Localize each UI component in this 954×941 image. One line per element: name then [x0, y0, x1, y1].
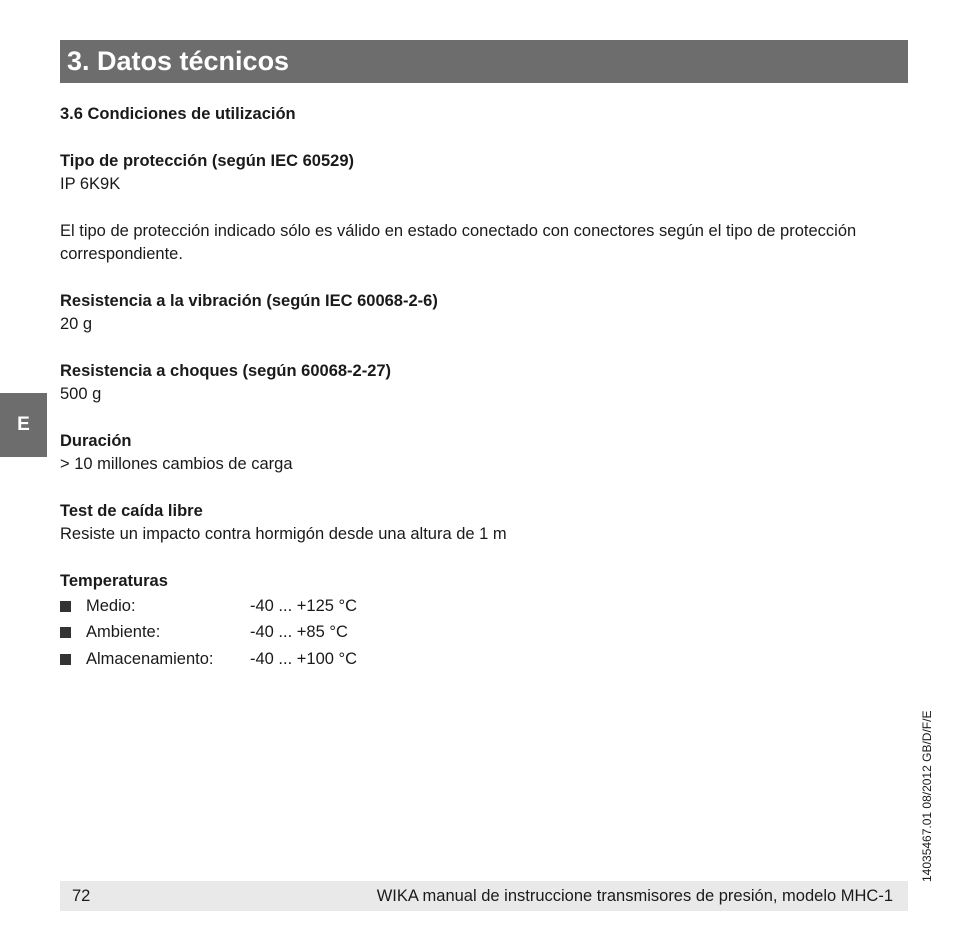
square-bullet-icon: [60, 627, 71, 638]
duration-heading: Duración: [60, 432, 132, 450]
square-bullet-icon: [60, 601, 71, 612]
vibration-value: 20 g: [60, 315, 93, 333]
page-content: [60, 103, 908, 697]
protection-note-block: [60, 220, 908, 266]
list-item: [60, 646, 908, 673]
temperatures-heading: Temperaturas: [60, 572, 168, 590]
temperature-label: Ambiente:: [86, 623, 161, 642]
protection-block: [60, 150, 908, 196]
temperature-label: Medio:: [86, 596, 136, 615]
section-title: 3.6 Condiciones de utilización: [60, 105, 296, 123]
footer-text: WIKA manual de instruccione transmisores de presión, modelo MHC-1: [376, 886, 893, 905]
protection-note: El tipo de protección indicado sólo es válido en estado conectado con conectores según el tipo de protección correspondiente.: [60, 222, 857, 263]
page-number: 72: [72, 886, 91, 905]
temperatures-block: [60, 570, 908, 673]
language-tab: E: [0, 393, 47, 457]
shock-value: 500 g: [60, 385, 102, 403]
temperature-list: [60, 593, 908, 673]
vibration-block: [60, 290, 908, 336]
duration-block: [60, 430, 908, 476]
temperature-value: -40 ... +125 °C: [250, 596, 358, 615]
protection-heading: Tipo de protección (según IEC 60529): [60, 152, 355, 170]
drop-test-heading: Test de caída libre: [60, 502, 203, 520]
temperature-label: Almacenamiento:: [86, 649, 214, 668]
shock-heading: Resistencia a choques (según 60068-2-27): [60, 362, 392, 380]
document-code: 14035467.01 08/2012 GB/D/F/E: [920, 710, 934, 882]
list-item: [60, 593, 908, 620]
drop-test-value: Resiste un impacto contra hormigón desde una altura de 1 m: [60, 525, 507, 543]
square-bullet-icon: [60, 654, 71, 665]
protection-value: IP 6K9K: [60, 175, 121, 193]
drop-test-block: [60, 500, 908, 546]
duration-value: > 10 millones cambios de carga: [60, 455, 293, 473]
page-footer: [60, 881, 908, 911]
chapter-title: 3. Datos técnicos: [67, 46, 290, 76]
chapter-title-bar: [60, 40, 908, 83]
vibration-heading: Resistencia a la vibración (según IEC 60068-2-6): [60, 292, 438, 310]
temperature-value: -40 ... +85 °C: [250, 623, 348, 642]
shock-block: [60, 360, 908, 406]
temperature-value: -40 ... +100 °C: [250, 649, 358, 668]
list-item: [60, 620, 908, 647]
